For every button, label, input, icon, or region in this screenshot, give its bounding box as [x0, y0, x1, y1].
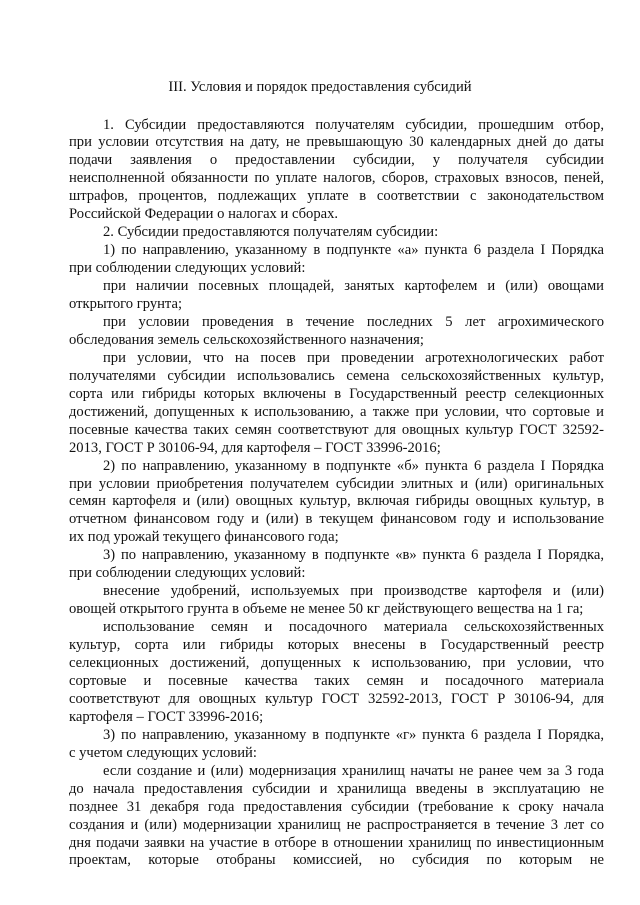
text-line: позднее 31 декабря года предоставления субсидии (требование к сроку начала: [69, 798, 604, 815]
text-line: открытого грунта;: [69, 296, 183, 312]
text-line: Российской Федерации о налогах и сборах.: [69, 206, 339, 223]
text-line: создания и (или) модернизации хранилищ не распространяется в течение 3 лет со: [69, 816, 604, 833]
text-line: семян картофеля и (или) овощных культур, включая гибриды овощных культур, в: [69, 493, 604, 510]
text-line: достижений, допущенных к использованию, а также при условии, что сортовые и: [69, 403, 604, 420]
text-line: обследования земель сельскохозяйственного назначения;: [69, 331, 424, 348]
text-line: селекционных достижений, допущенных к использованию, при условии, что: [69, 655, 604, 671]
text-line: при условии проведения в течение последних 5 лет агрохимического: [103, 313, 604, 330]
text-line: 2) по направлению, указанному в подпункте «б» пункта 6 раздела I Порядка: [103, 457, 604, 474]
section-heading: III. Условия и порядок предоставления субсидий: [168, 79, 472, 95]
text-line: если создание и (или) модернизация хранилищ начаты не ранее чем за 3 года: [103, 762, 604, 779]
text-line: сортовые и посевные качества таких семян и посадочного материала: [69, 672, 604, 689]
text-line: при условии отсутствия на дату, не превышающую 30 календарных дней до даты: [69, 134, 604, 151]
text-line: с учетом следующих условий:: [69, 744, 257, 761]
text-line: соответствуют для овощных культур ГОСТ 32592-2013, ГОСТ Р 30106-94, для: [69, 690, 604, 707]
text-line: проектам, которые отобраны комиссией, но субсидия по которым не: [69, 852, 604, 869]
text-line: сорта или гибриды которых включены в Государственный реестр селекционных: [69, 385, 604, 402]
text-line: овощей открытого грунта в объеме не менее 50 кг действующего вещества на 1 га;: [69, 601, 584, 618]
text-line: картофеля – ГОСТ 33996-2016;: [69, 708, 264, 725]
text-line: 1) по направлению, указанному в подпункте «а» пункта 6 раздела I Порядка: [103, 242, 604, 259]
text-line: 2013, ГОСТ Р 30106-94, для картофеля – ГОСТ 33996-2016;: [69, 439, 441, 456]
text-line: получателями субсидии использовались семена сельскохозяйственных культур,: [69, 367, 604, 384]
text-line: 3) по направлению, указанному в подпункте «в» пункта 6 раздела I Порядка,: [103, 547, 604, 564]
text-line: 2. Субсидии предоставляются получателям субсидии:: [103, 224, 439, 241]
text-line: использование семян и посадочного материала сельскохозяйственных: [103, 619, 604, 636]
text-line: 1. Субсидии предоставляются получателям субсидии, прошедшим отбор,: [103, 116, 604, 133]
text-line: 3) по направлению, указанному в подпункте «г» пункта 6 раздела I Порядка,: [103, 726, 604, 743]
text-line: при соблюдении следующих условий:: [69, 260, 306, 277]
text-line: их под урожай текущего финансового года;: [69, 529, 339, 546]
text-line: при наличии посевных площадей, занятых картофелем и (или) овощами: [103, 278, 604, 295]
text-line: отчетном финансовом году и (или) в текущем финансовом году и использование: [69, 511, 604, 528]
text-line: дня подачи заявки на участие в отборе в отношении хранилищ по инвестиционным: [69, 834, 604, 851]
text-line: неисполненной обязанности по уплате налогов, сборов, страховых взносов, пеней,: [69, 170, 604, 187]
text-line: подачи заявления о предоставлении субсидии, у получателя субсидии: [69, 152, 604, 169]
text-line: при соблюдении следующих условий:: [69, 565, 306, 582]
text-line: посевные качества таких семян соответствуют для овощных культур ГОСТ 32592-: [69, 421, 604, 438]
text-line: при условии приобретения получателем субсидии элитных и (или) оригинальных: [69, 475, 604, 492]
text-line: при условии, что на посев при проведении агротехнологических работ: [103, 349, 604, 366]
text-line: внесение удобрений, используемых при производстве картофеля и (или): [103, 583, 604, 600]
text-line: культур, сорта или гибриды которых внесены в Государственный реестр: [69, 637, 604, 654]
text-line: до начала предоставления субсидии и хранилища введены в эксплуатацию не: [69, 780, 604, 797]
text-line: штрафов, процентов, подлежащих уплате в соответствии с законодательством: [69, 188, 604, 205]
